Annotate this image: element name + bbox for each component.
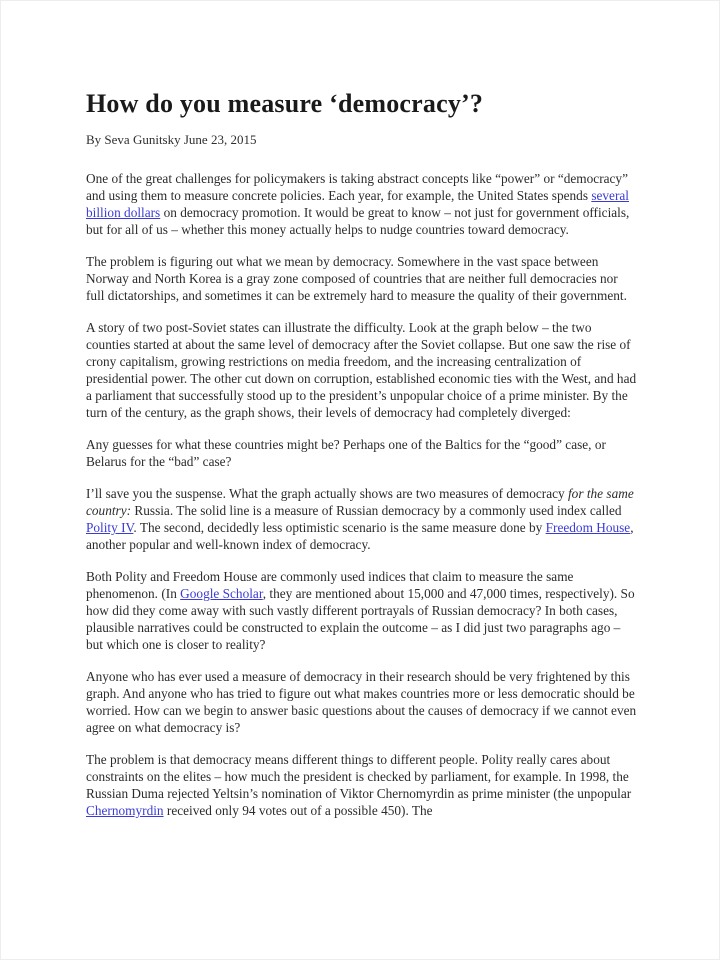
article-body bbox=[86, 170, 639, 819]
paragraph-7: Anyone who has ever used a measure of democracy in their research should be very frightened by this graph. And anyone who has tried to figure out what makes countries more or less democratic should be worried. How can we begin to answer basic questions about the causes of democracy if we cannot even agree on what democracy is? bbox=[86, 669, 637, 735]
freedom-house-link[interactable]: Freedom House bbox=[545, 520, 631, 535]
paragraph-4: Any guesses for what these countries might be? Perhaps one of the Baltics for the “good” case, or Belarus for the “bad” case? bbox=[86, 437, 606, 469]
several-billion-dollars-link[interactable]: several billion dollars bbox=[86, 188, 629, 220]
google-scholar-link[interactable]: Google Scholar bbox=[180, 586, 263, 601]
article bbox=[86, 89, 639, 819]
paragraph-8: The problem is that democracy means different things to different people. Polity really cares about constraints on the elites – how much the president is checked by parliament, for example. In 1998, the Russian Duma rejected Yeltsin’s nomination of Viktor Chernomyrdin as prime minister (the unpopular Chernomyrdin received only 94 votes out of a possible 450). The bbox=[86, 752, 632, 818]
article-title: How do you measure ‘democracy’? bbox=[86, 89, 484, 118]
polity-iv-link[interactable]: Polity IV bbox=[86, 520, 134, 535]
article-byline: By Seva Gunitsky June 23, 2015 bbox=[86, 132, 257, 147]
paragraph-2: The problem is figuring out what we mean by democracy. Somewhere in the vast space between Norway and North Korea is a gray zone composed of countries that are neither full democracies nor full dictatorships, and sometimes it can be extremely hard to measure the quality of their government. bbox=[86, 254, 627, 303]
paragraph-3: A story of two post-Soviet states can illustrate the difficulty. Look at the graph below – the two counties started at about the same level of democracy after the Soviet collapse. But one saw the rise of crony capitalism, growing restrictions on media freedom, and the increasing centralization of presidential power. The other cut down on corruption, established economic ties with the West, and had a parliament that successfully stood up to the president’s unpopular choice of a prime minister. By the turn of the century, as the graph shows, their levels of democracy had completely diverged: bbox=[86, 320, 637, 420]
paragraph-6: Both Polity and Freedom House are commonly used indices that claim to measure the same phenomenon. (In Google Scholar, they are mentioned about 15,000 and 47,000 times, respectively). So how did they come away with such vastly different portrayals of Russian democracy? In both cases, plausible narratives could be constructed to explain the outcome – as I did just two paragraphs ago – but which one is closer to reality? bbox=[86, 569, 635, 652]
chernomyrdin-link[interactable]: Chernomyrdin bbox=[86, 803, 164, 818]
paragraph-5: I’ll save you the suspense. What the graph actually shows are two measures of democracy for the same country: Russia. The solid line is a measure of Russian democracy by a commonly used index called Polity IV. The second, decidedly less optimistic scenario is the same measure done by Freedom House, another popular and well-known index of democracy. bbox=[86, 486, 634, 552]
italic-phrase: for the same country: bbox=[86, 486, 634, 518]
paragraph-1: One of the great challenges for policymakers is taking abstract concepts like “power” or “democracy” and using them to measure concrete policies. Each year, for example, the United States spends several billion dollars on democracy promotion. It would be great to know – not just for government officials, but for all of us – whether this money actually helps to nudge countries toward democracy. bbox=[86, 171, 630, 237]
